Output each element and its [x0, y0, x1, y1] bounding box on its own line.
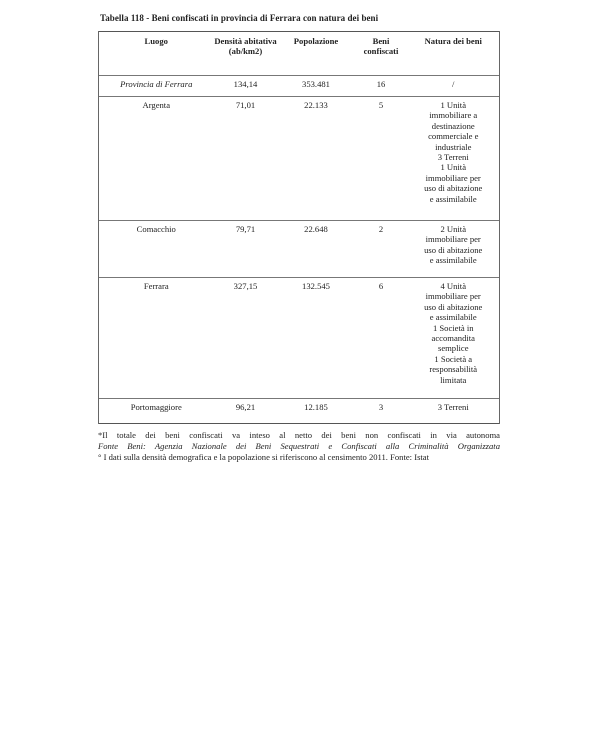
cell-natura: 4 Unità immobiliare per uso di abitazione e assimilabile 1 Società in accomandita semplice 1 Società a responsabilità limitata: [408, 278, 500, 399]
cell-popolazione: 353.481: [302, 79, 330, 89]
cell-luogo: Portomaggiore: [99, 399, 214, 424]
cell-densita: 134,14: [233, 79, 258, 89]
confiscated-assets-table: [98, 31, 500, 424]
cell-popolazione: 22.133: [304, 100, 328, 110]
table-row: [99, 97, 500, 221]
header-beni: Beni confiscati: [363, 36, 399, 57]
cell-densita: 96,21: [235, 402, 256, 412]
footnote-census: ° I dati sulla densità demografica e la popolazione si riferiscono al censimento 2011. Fonte: Istat: [98, 452, 430, 462]
cell-popolazione: 132.545: [302, 281, 330, 291]
table-caption: Tabella 118 - Beni confiscati in provincia di Ferrara con natura dei beni: [100, 13, 379, 23]
table-row: [99, 221, 500, 278]
cell-beni: 2: [378, 224, 384, 234]
cell-luogo: Argenta: [99, 97, 214, 221]
cell-densita: 71,01: [235, 100, 256, 110]
cell-natura: 3 Terreni: [408, 399, 500, 424]
cell-luogo: Ferrara: [99, 278, 214, 399]
cell-natura: 2 Unità immobiliare per uso di abitazione e assimilabile: [408, 221, 500, 278]
cell-popolazione: 22.648: [304, 224, 328, 234]
cell-beni: 6: [378, 281, 384, 291]
table-row: [99, 399, 500, 424]
cell-luogo: Provincia di Ferrara: [99, 76, 214, 97]
cell-luogo: Comacchio: [99, 221, 214, 278]
table-row: [99, 278, 500, 399]
footnote-source: Fonte Beni: Agenzia Nazionale dei Beni Sequestrati e Confiscati alla Criminalità Organizzata: [98, 441, 500, 451]
cell-popolazione: 12.185: [304, 402, 328, 412]
header-luogo: Luogo: [99, 32, 214, 76]
cell-beni: 5: [378, 100, 384, 110]
cell-natura: /: [408, 76, 500, 97]
header-popolazione: Popolazione: [293, 36, 339, 46]
cell-beni: 3: [378, 402, 384, 412]
footnote-total: *Il totale dei beni confiscati va inteso al netto dei beni non confiscati in via autonoma: [98, 430, 500, 440]
table-header-row: [99, 32, 500, 76]
cell-densita: 79,71: [235, 224, 256, 234]
table-row: [99, 76, 500, 97]
header-natura: Natura dei beni: [408, 32, 500, 76]
cell-natura: 1 Unità immobiliare a destinazione commerciale e industriale 3 Terreni 1 Unità immobiliare per uso di abitazione e assimilabile: [408, 97, 500, 221]
header-densita: Densità abitativa (ab/km2): [214, 36, 277, 57]
cell-beni: 16: [376, 79, 386, 89]
cell-densita: 327,15: [233, 281, 258, 291]
